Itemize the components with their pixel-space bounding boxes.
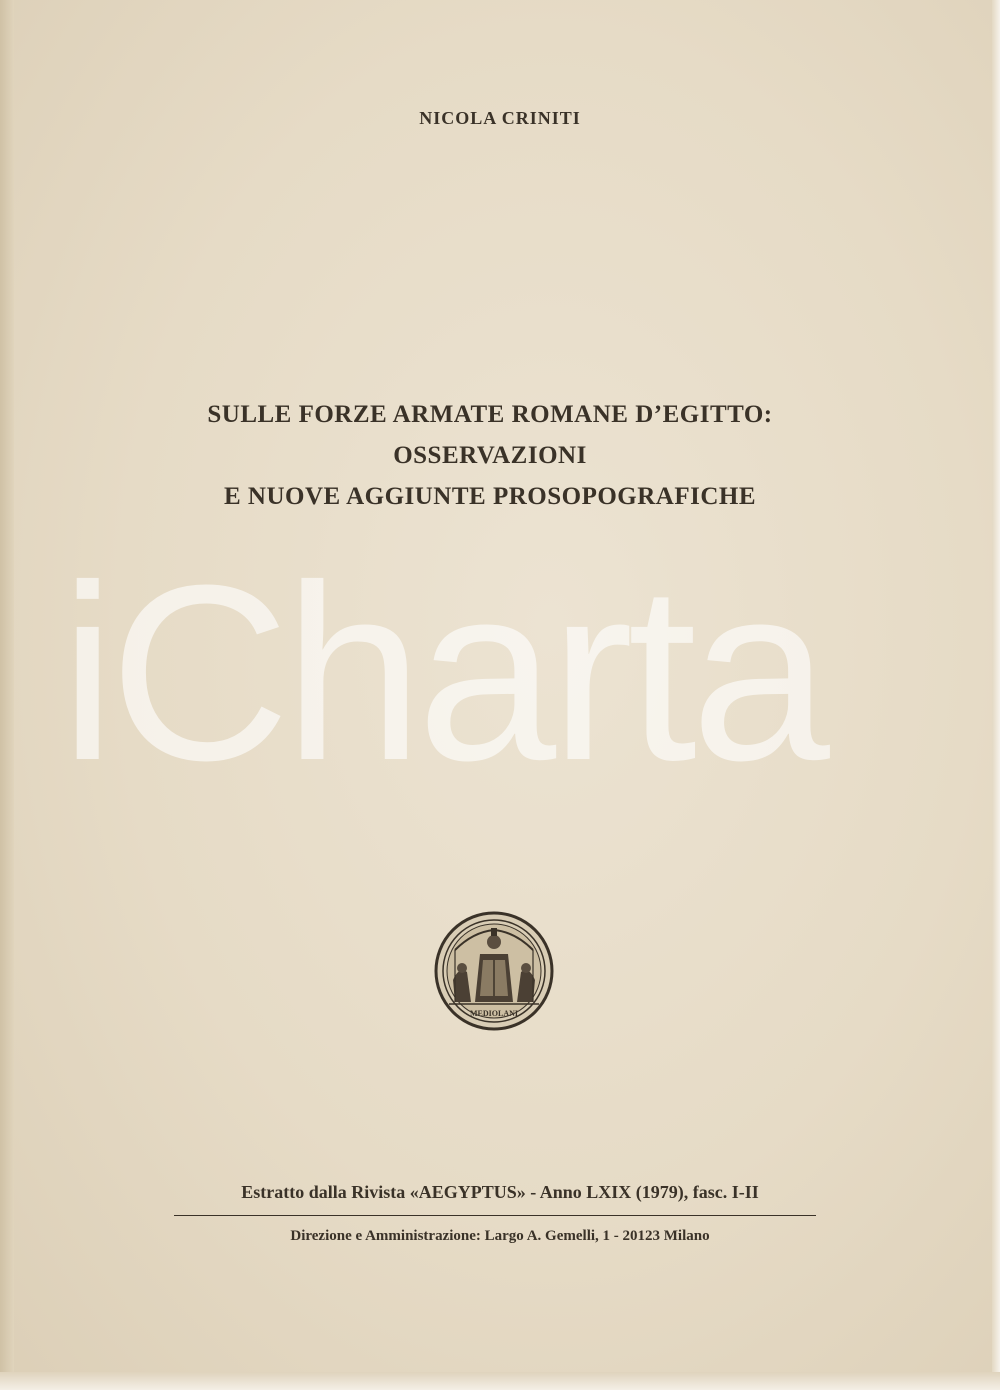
cover-bottom-edge xyxy=(0,1372,1000,1390)
watermark: iCharta xyxy=(60,533,824,812)
footer-divider xyxy=(174,1215,816,1216)
extract-line: Estratto dalla Rivista «AEGYPTUS» - Anno LXIX (1979), fasc. I-II xyxy=(241,1182,759,1202)
title-line-2: OSSERVAZIONI xyxy=(393,442,587,469)
emblem-inscription: MEDIOLANI xyxy=(469,1009,519,1018)
title-line-1: SULLE FORZE ARMATE ROMANE D’EGITTO: xyxy=(207,401,773,428)
address-line: Direzione e Amministrazione: Largo A. Gemelli, 1 - 20123 Milano xyxy=(290,1228,710,1244)
author-name: NICOLA CRINITI xyxy=(419,108,581,128)
book-title xyxy=(0,394,980,517)
medallion-seal-icon xyxy=(433,910,555,1032)
title-line-3: E NUOVE AGGIUNTE PROSOPOGRAFICHE xyxy=(223,483,757,510)
